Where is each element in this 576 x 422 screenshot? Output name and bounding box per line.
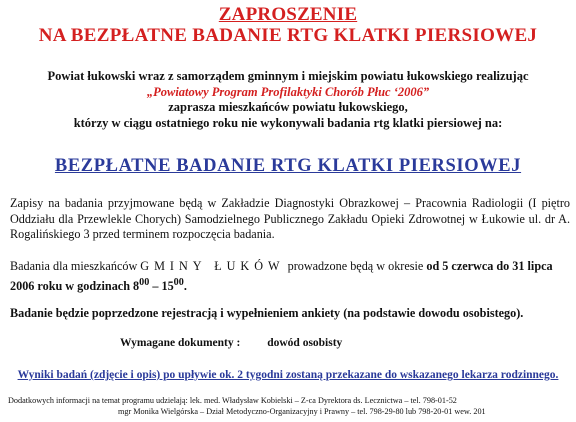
document-title: ZAPROSZENIE <box>218 4 358 25</box>
schedule-prefix: Badania dla mieszkańców <box>10 259 138 273</box>
documents-value: dowód osobisty <box>267 337 343 349</box>
hour-end: 15 <box>161 278 174 293</box>
intro-line-1: Powiat łukowski wraz z samorządem gminnym i miejskim powiatu łukowskiego realizując <box>47 69 529 83</box>
document-subtitle: NA BEZPŁATNE BADANIE RTG KLATKI PIERSIOWEJ <box>38 25 538 46</box>
schedule-middle: prowadzone będą w okresie <box>287 259 424 273</box>
registration-paragraph: Zapisy na badania przyjmowane będą w Zakładzie Diagnostyki Obrazkowej – Pracownia Radiologii (I piętro Oddziału dla Przewlekle Chorych) Samodzielnego Publicznego Zakładu Opieki Zdrowotnej w Łukowie ul. dr A. Rogalińskiego 3 przed terminem rozpoczęcia badania. <box>10 196 570 241</box>
required-documents <box>120 337 342 349</box>
hour-dash: – <box>149 278 162 293</box>
schedule-paragraph <box>10 259 570 294</box>
hour-start: 8 <box>133 278 140 293</box>
documents-label: Wymagane dokumenty : <box>120 337 241 349</box>
schedule-hours <box>133 276 187 293</box>
hour-end-dot: . <box>183 278 187 293</box>
contact-info <box>8 395 570 417</box>
intro-line-3: zaprasza mieszkańców powiatu łukowskiego, <box>168 100 408 114</box>
schedule-gmina: GMINY ŁUKÓW <box>140 259 285 273</box>
schedule-dates: od 5 czerwca do 31 lipca 2006 roku w godzinach <box>10 259 553 293</box>
registration-note: Badanie będzie poprzedzone rejestracją i wypełnieniem ankiety (na podstawie dowodu osobistego). <box>10 306 524 320</box>
hour-start-minutes: 00 <box>139 276 150 288</box>
program-name: „Powiatowy Program Profilaktyki Chorób Płuc ‘2006” <box>146 84 430 99</box>
results-note: Wyniki badań (zdjęcie i opis) po upływie ok. 2 tygodni zostaną przekazane do wskazanego lekarza rodzinnego. <box>17 369 559 381</box>
contact-line-2: mgr Monika Wielgórska – Dział Metodyczno-Organizacyjny i Prawny – tel. 798-29-80 lub 798-20-01 wew. 201 <box>118 407 486 416</box>
intro-block <box>0 69 576 131</box>
hour-end-minutes: 00 <box>173 276 184 288</box>
intro-line-4: którzy w ciągu ostatniego roku nie wykonywali badania rtg klatki piersiowej na: <box>73 115 503 130</box>
exam-headline: BEZPŁATNE BADANIE RTG KLATKI PIERSIOWEJ <box>54 156 522 176</box>
contact-line-1: Dodatkowych informacji na temat programu udzielają: lek. med. Władysław Kobielski – Z-ca Dyrektora ds. Lecznictwa – tel. 798-01-52 <box>8 396 457 405</box>
